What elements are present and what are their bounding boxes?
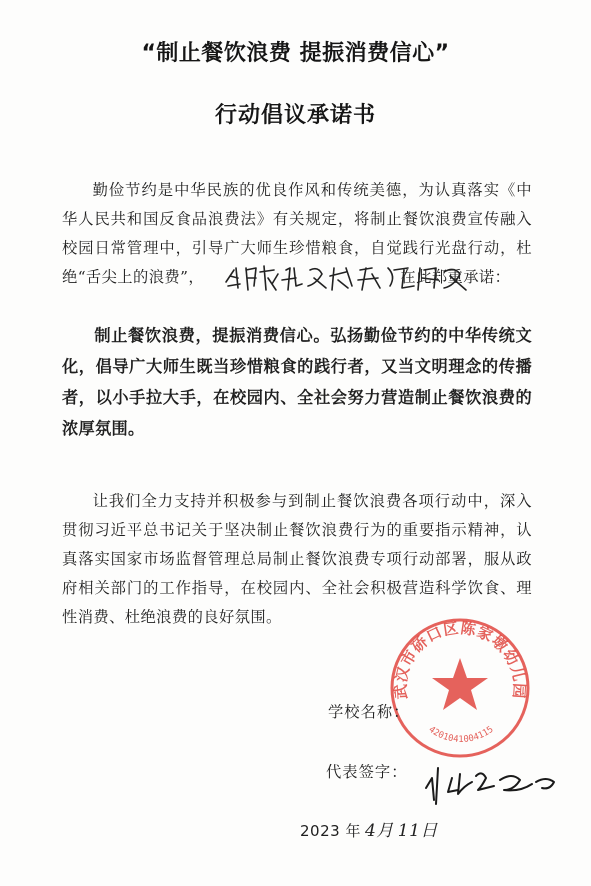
svg-text:4201041004115: 4201041004115 [426,724,496,746]
date-year: 2023 年 [300,822,361,840]
representative-signature-label: 代表签字： [326,763,408,781]
document-title-line2: 行动倡议承诺书 [214,103,376,128]
date-day-handwritten: 11日 [397,821,438,841]
representative-signature [420,756,570,808]
document-title-line1: “制止餐饮浪费 提振消费信心” [141,41,450,66]
school-name-label: 学校名称： [328,703,410,721]
date-month-handwritten: 4月 [364,821,394,841]
paragraph-intro: 勤俭节约是中华民族的优良作风和传统美德，为认真落实《中华人民共和国反食品浪费法》有关规定，将制止餐饮浪费宣传融入校园日常管理中，引导广大师生珍惜粮食，自觉践行光盘行动，杜绝“舌尖上的浪费”， 在此郑重承诺： [62,181,532,286]
handwritten-school-name [222,256,472,296]
document-date [300,816,440,841]
svg-text:武汉市硚口区陈家墩幼儿园: 武汉市硚口区陈家墩幼儿园 [391,618,529,700]
paragraph-call-to-action: 让我们全力支持并积极参与到制止餐饮浪费各项行动中，深入贯彻习近平总书记关于坚决制止餐饮浪费行为的重要指示精神，认真落实国家市场监督管理总局制止餐饮浪费专项行动部署，服从政府相关部门的工作指导，在校园内、全社会积极营造科学饮食、理性消费、杜绝浪费的良好氛围。 [62,492,532,626]
official-seal-stamp [386,614,534,762]
paragraph-commitment: 制止餐饮浪费，提振消费信心。弘扬勤俭节约的中华传统文化，倡导广大师生既当珍惜粮食的践行者，又当文明理念的传播者，以小手拉大手，在校园内、全社会努力营造制止餐饮浪费的浓厚氛围。 [62,326,532,438]
